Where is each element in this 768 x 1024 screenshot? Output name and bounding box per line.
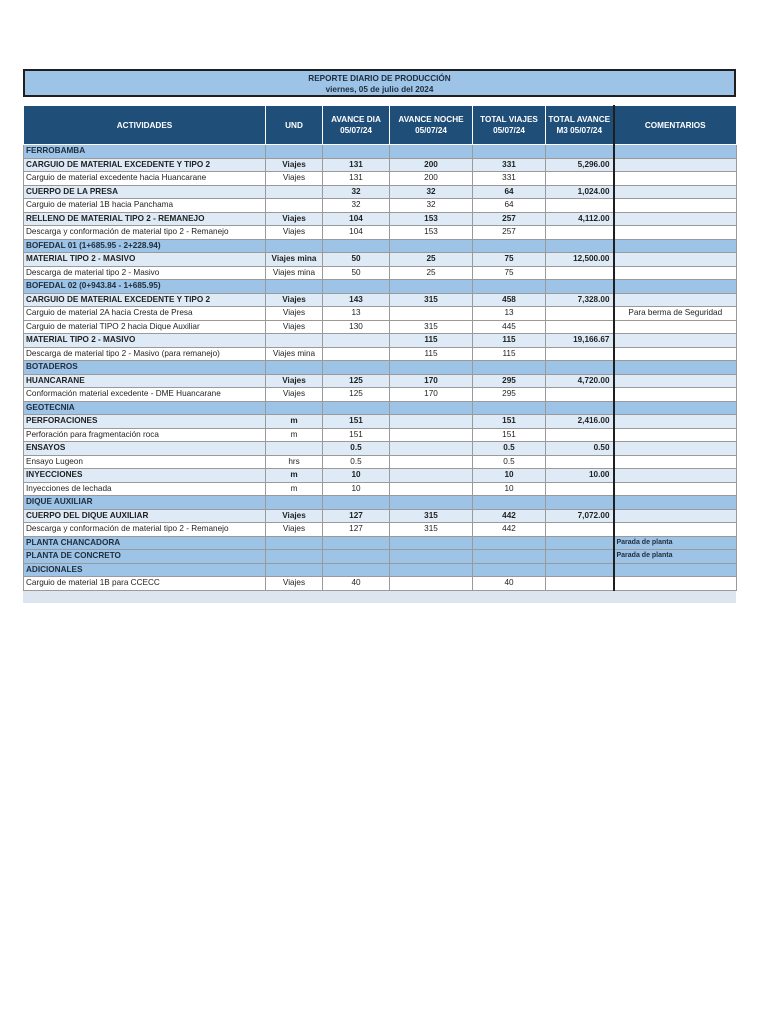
cell-actividad: ADICIONALES (24, 563, 266, 577)
section-row (24, 239, 737, 253)
section-row (24, 496, 737, 510)
cell-avance-dia (323, 280, 390, 294)
table-footer-band (23, 591, 736, 603)
cell-avance-noche (390, 428, 473, 442)
cell-actividad: MATERIAL TIPO 2 - MASIVO (24, 253, 266, 267)
cell-avance-noche: 200 (390, 172, 473, 186)
table-row (24, 388, 737, 402)
cell-comentario (614, 442, 737, 456)
cell-total-avance-m3 (546, 199, 614, 213)
cell-actividad: Perforación para fragmentación roca (24, 428, 266, 442)
cell-avance-noche (390, 496, 473, 510)
cell-total-viajes: 0.5 (473, 455, 546, 469)
cell-avance-noche: 115 (390, 347, 473, 361)
cell-total-avance-m3 (546, 455, 614, 469)
cell-avance-noche (390, 361, 473, 375)
production-report (23, 69, 736, 603)
cell-avance-dia: 104 (323, 212, 390, 226)
cell-und (266, 536, 323, 550)
cell-und (266, 185, 323, 199)
cell-actividad: Descarga y conformación de material tipo 2 - Remanejo (24, 226, 266, 240)
cell-comentario (614, 509, 737, 523)
cell-total-viajes: 40 (473, 577, 546, 591)
cell-avance-noche: 32 (390, 199, 473, 213)
cell-avance-noche (390, 145, 473, 159)
cell-avance-dia (323, 563, 390, 577)
report-title-box (23, 69, 736, 97)
cell-comentario (614, 415, 737, 429)
cell-avance-dia: 125 (323, 388, 390, 402)
table-row (24, 266, 737, 280)
cell-total-viajes (473, 239, 546, 253)
cell-und (266, 442, 323, 456)
cell-total-viajes: 0.5 (473, 442, 546, 456)
cell-avance-dia: 32 (323, 185, 390, 199)
cell-total-avance-m3: 19,166.67 (546, 334, 614, 348)
cell-total-viajes: 115 (473, 334, 546, 348)
cell-avance-dia (323, 496, 390, 510)
cell-total-viajes (473, 361, 546, 375)
cell-total-avance-m3 (546, 401, 614, 415)
cell-avance-dia (323, 145, 390, 159)
cell-comentario (614, 563, 737, 577)
summary-row (24, 212, 737, 226)
cell-avance-dia: 0.5 (323, 442, 390, 456)
cell-total-avance-m3 (546, 226, 614, 240)
cell-comentario (614, 428, 737, 442)
cell-avance-noche: 315 (390, 293, 473, 307)
cell-total-viajes: 257 (473, 226, 546, 240)
cell-total-avance-m3: 4,112.00 (546, 212, 614, 226)
cell-actividad: Descarga de material tipo 2 - Masivo (24, 266, 266, 280)
cell-total-avance-m3: 4,720.00 (546, 374, 614, 388)
cell-comentario (614, 482, 737, 496)
cell-avance-dia (323, 334, 390, 348)
cell-avance-noche: 170 (390, 374, 473, 388)
summary-row (24, 253, 737, 267)
cell-avance-dia (323, 361, 390, 375)
section-row (24, 563, 737, 577)
cell-total-viajes: 331 (473, 172, 546, 186)
cell-total-viajes: 295 (473, 374, 546, 388)
cell-comentario: Para berma de Seguridad (614, 307, 737, 321)
cell-total-avance-m3: 7,072.00 (546, 509, 614, 523)
cell-avance-dia: 131 (323, 158, 390, 172)
cell-avance-noche (390, 536, 473, 550)
cell-und (266, 550, 323, 564)
summary-row (24, 415, 737, 429)
cell-avance-noche (390, 280, 473, 294)
cell-total-viajes: 10 (473, 469, 546, 483)
cell-comentario (614, 320, 737, 334)
cell-actividad: CARGUIO DE MATERIAL EXCEDENTE Y TIPO 2 (24, 293, 266, 307)
cell-actividad: CARGUIO DE MATERIAL EXCEDENTE Y TIPO 2 (24, 158, 266, 172)
cell-und: Viajes (266, 212, 323, 226)
cell-avance-noche: 315 (390, 320, 473, 334)
cell-avance-dia: 50 (323, 266, 390, 280)
cell-comentario: Parada de planta (614, 536, 737, 550)
cell-total-viajes: 10 (473, 482, 546, 496)
cell-total-viajes: 13 (473, 307, 546, 321)
cell-total-viajes: 64 (473, 185, 546, 199)
cell-actividad: PLANTA DE CONCRETO (24, 550, 266, 564)
cell-actividad: FERROBAMBA (24, 145, 266, 159)
cell-und: Viajes (266, 172, 323, 186)
cell-actividad: Carguio de material 1B para CCECC (24, 577, 266, 591)
cell-und (266, 199, 323, 213)
cell-comentario (614, 577, 737, 591)
summary-row (24, 158, 737, 172)
cell-avance-dia (323, 550, 390, 564)
production-table (23, 105, 737, 591)
report-date: viernes, 05 de julio del 2024 (325, 85, 434, 94)
cell-und (266, 401, 323, 415)
cell-total-avance-m3: 2,416.00 (546, 415, 614, 429)
section-row (24, 536, 737, 550)
report-title: REPORTE DIARIO DE PRODUCCIÓN (308, 74, 451, 83)
cell-und: Viajes mina (266, 266, 323, 280)
cell-total-viajes: 151 (473, 415, 546, 429)
cell-actividad: PERFORACIONES (24, 415, 266, 429)
cell-actividad: CUERPO DEL DIQUE AUXILIAR (24, 509, 266, 523)
cell-actividad: Carguio de material 1B hacia Panchama (24, 199, 266, 213)
header-avance-dia: AVANCE DIA 05/07/24 (323, 106, 390, 145)
cell-avance-noche: 25 (390, 253, 473, 267)
cell-und (266, 361, 323, 375)
header-total-avance-m3: TOTAL AVANCE M3 05/07/24 (546, 106, 614, 145)
table-row (24, 482, 737, 496)
cell-und: Viajes (266, 374, 323, 388)
cell-avance-dia: 0.5 (323, 455, 390, 469)
cell-total-viajes: 295 (473, 388, 546, 402)
cell-avance-noche (390, 482, 473, 496)
cell-avance-noche (390, 563, 473, 577)
cell-total-avance-m3 (546, 388, 614, 402)
summary-row (24, 334, 737, 348)
cell-avance-dia: 40 (323, 577, 390, 591)
cell-total-viajes: 75 (473, 266, 546, 280)
cell-total-avance-m3 (546, 280, 614, 294)
cell-avance-noche: 315 (390, 523, 473, 537)
cell-avance-noche: 153 (390, 212, 473, 226)
summary-row (24, 374, 737, 388)
cell-total-viajes (473, 536, 546, 550)
cell-avance-dia: 104 (323, 226, 390, 240)
cell-avance-dia: 10 (323, 482, 390, 496)
cell-avance-noche (390, 469, 473, 483)
cell-actividad: BOFEDAL 02 (0+943.84 - 1+685.95) (24, 280, 266, 294)
section-row (24, 550, 737, 564)
cell-und: m (266, 428, 323, 442)
cell-avance-dia (323, 347, 390, 361)
cell-actividad: ENSAYOS (24, 442, 266, 456)
cell-avance-noche (390, 455, 473, 469)
cell-avance-dia: 151 (323, 428, 390, 442)
table-row (24, 320, 737, 334)
cell-avance-noche (390, 307, 473, 321)
cell-total-viajes (473, 401, 546, 415)
cell-und: Viajes (266, 523, 323, 537)
cell-actividad: MATERIAL TIPO 2 - MASIVO (24, 334, 266, 348)
cell-avance-dia: 130 (323, 320, 390, 334)
cell-und: Viajes (266, 293, 323, 307)
cell-avance-noche: 25 (390, 266, 473, 280)
cell-total-viajes: 64 (473, 199, 546, 213)
table-row (24, 199, 737, 213)
cell-total-avance-m3 (546, 347, 614, 361)
table-header-row (24, 106, 737, 145)
cell-actividad: CUERPO DE LA PRESA (24, 185, 266, 199)
cell-total-viajes: 442 (473, 523, 546, 537)
cell-avance-dia: 127 (323, 523, 390, 537)
table-body (24, 145, 737, 591)
cell-total-viajes (473, 145, 546, 159)
cell-avance-noche (390, 401, 473, 415)
table-row (24, 307, 737, 321)
cell-comentario (614, 469, 737, 483)
cell-und (266, 145, 323, 159)
cell-total-avance-m3 (546, 563, 614, 577)
cell-comentario (614, 401, 737, 415)
cell-und: Viajes mina (266, 253, 323, 267)
cell-avance-dia: 131 (323, 172, 390, 186)
cell-actividad: RELLENO DE MATERIAL TIPO 2 - REMANEJO (24, 212, 266, 226)
summary-row (24, 442, 737, 456)
cell-und (266, 239, 323, 253)
cell-und: Viajes (266, 388, 323, 402)
cell-actividad: Ensayo Lugeon (24, 455, 266, 469)
cell-total-avance-m3 (546, 172, 614, 186)
summary-row (24, 185, 737, 199)
cell-und: m (266, 482, 323, 496)
cell-total-avance-m3 (546, 550, 614, 564)
cell-actividad: Descarga y conformación de material tipo 2 - Remanejo (24, 523, 266, 537)
cell-total-avance-m3 (546, 577, 614, 591)
cell-total-viajes (473, 280, 546, 294)
table-row (24, 347, 737, 361)
cell-comentario (614, 199, 737, 213)
cell-comentario (614, 361, 737, 375)
cell-total-viajes (473, 550, 546, 564)
cell-und: Viajes (266, 226, 323, 240)
cell-total-viajes: 115 (473, 347, 546, 361)
cell-comentario (614, 347, 737, 361)
cell-total-avance-m3: 12,500.00 (546, 253, 614, 267)
cell-comentario (614, 185, 737, 199)
cell-actividad: DIQUE AUXILIAR (24, 496, 266, 510)
cell-und: Viajes (266, 158, 323, 172)
cell-avance-dia: 143 (323, 293, 390, 307)
cell-und: Viajes (266, 509, 323, 523)
cell-total-avance-m3 (546, 523, 614, 537)
cell-avance-noche: 170 (390, 388, 473, 402)
cell-total-viajes: 331 (473, 158, 546, 172)
cell-comentario (614, 145, 737, 159)
cell-comentario (614, 334, 737, 348)
summary-row (24, 293, 737, 307)
cell-avance-dia: 127 (323, 509, 390, 523)
cell-total-avance-m3: 10.00 (546, 469, 614, 483)
cell-und: Viajes (266, 577, 323, 591)
cell-total-viajes: 445 (473, 320, 546, 334)
cell-und (266, 496, 323, 510)
cell-actividad: PLANTA CHANCADORA (24, 536, 266, 550)
cell-avance-noche (390, 239, 473, 253)
cell-avance-noche: 115 (390, 334, 473, 348)
cell-comentario (614, 374, 737, 388)
cell-und: hrs (266, 455, 323, 469)
section-row (24, 401, 737, 415)
cell-comentario (614, 388, 737, 402)
cell-avance-dia: 32 (323, 199, 390, 213)
cell-total-avance-m3 (546, 428, 614, 442)
cell-actividad: INYECCIONES (24, 469, 266, 483)
section-row (24, 280, 737, 294)
cell-actividad: Carguio de material 2A hacia Cresta de Presa (24, 307, 266, 321)
table-row (24, 226, 737, 240)
cell-actividad: Descarga de material tipo 2 - Masivo (para remanejo) (24, 347, 266, 361)
cell-avance-dia: 125 (323, 374, 390, 388)
cell-total-avance-m3 (546, 307, 614, 321)
cell-avance-noche (390, 442, 473, 456)
cell-total-viajes: 257 (473, 212, 546, 226)
cell-und: m (266, 469, 323, 483)
cell-total-avance-m3 (546, 361, 614, 375)
cell-avance-noche (390, 550, 473, 564)
cell-actividad: BOTADEROS (24, 361, 266, 375)
cell-total-avance-m3: 7,328.00 (546, 293, 614, 307)
cell-avance-dia (323, 401, 390, 415)
cell-und (266, 334, 323, 348)
cell-actividad: Carguio de material TIPO 2 hacia Dique Auxiliar (24, 320, 266, 334)
cell-comentario (614, 239, 737, 253)
cell-avance-noche: 32 (390, 185, 473, 199)
section-row (24, 361, 737, 375)
cell-comentario (614, 455, 737, 469)
header-avance-noche: AVANCE NOCHE 05/07/24 (390, 106, 473, 145)
header-comentarios: COMENTARIOS (614, 106, 737, 145)
table-row (24, 172, 737, 186)
cell-und: Viajes (266, 307, 323, 321)
cell-comentario (614, 172, 737, 186)
cell-comentario (614, 266, 737, 280)
cell-avance-dia: 50 (323, 253, 390, 267)
cell-total-avance-m3: 5,296.00 (546, 158, 614, 172)
cell-comentario (614, 158, 737, 172)
cell-comentario (614, 226, 737, 240)
cell-avance-dia: 13 (323, 307, 390, 321)
header-actividades: ACTIVIDADES (24, 106, 266, 145)
cell-avance-noche: 200 (390, 158, 473, 172)
cell-avance-noche (390, 577, 473, 591)
cell-avance-noche (390, 415, 473, 429)
cell-total-avance-m3 (546, 320, 614, 334)
cell-und (266, 280, 323, 294)
cell-actividad: Conformación material excedente - DME Huancarane (24, 388, 266, 402)
summary-row (24, 469, 737, 483)
cell-total-avance-m3 (546, 145, 614, 159)
cell-total-viajes (473, 496, 546, 510)
cell-actividad: GEOTECNIA (24, 401, 266, 415)
cell-total-avance-m3 (546, 536, 614, 550)
cell-comentario (614, 280, 737, 294)
table-row (24, 455, 737, 469)
cell-comentario (614, 496, 737, 510)
cell-total-avance-m3 (546, 239, 614, 253)
cell-total-viajes: 151 (473, 428, 546, 442)
cell-actividad: HUANCARANE (24, 374, 266, 388)
cell-total-viajes: 75 (473, 253, 546, 267)
cell-und: m (266, 415, 323, 429)
cell-total-avance-m3: 0.50 (546, 442, 614, 456)
cell-comentario (614, 212, 737, 226)
cell-avance-dia (323, 536, 390, 550)
cell-comentario (614, 253, 737, 267)
cell-avance-noche: 153 (390, 226, 473, 240)
cell-und (266, 563, 323, 577)
cell-total-viajes (473, 563, 546, 577)
header-total-viajes: TOTAL VIAJES 05/07/24 (473, 106, 546, 145)
cell-avance-noche: 315 (390, 509, 473, 523)
table-row (24, 428, 737, 442)
section-row (24, 145, 737, 159)
summary-row (24, 509, 737, 523)
cell-total-avance-m3 (546, 482, 614, 496)
cell-total-viajes: 442 (473, 509, 546, 523)
cell-avance-dia (323, 239, 390, 253)
cell-total-avance-m3 (546, 496, 614, 510)
table-row (24, 577, 737, 591)
table-row (24, 523, 737, 537)
cell-und: Viajes (266, 320, 323, 334)
cell-total-viajes: 458 (473, 293, 546, 307)
cell-actividad: Carguio de material excedente hacia Huancarane (24, 172, 266, 186)
cell-und: Viajes mina (266, 347, 323, 361)
cell-comentario (614, 523, 737, 537)
cell-comentario (614, 293, 737, 307)
header-und: UND (266, 106, 323, 145)
cell-total-avance-m3 (546, 266, 614, 280)
cell-actividad: BOFEDAL 01 (1+685.95 - 2+228.94) (24, 239, 266, 253)
cell-avance-dia: 151 (323, 415, 390, 429)
cell-total-avance-m3: 1,024.00 (546, 185, 614, 199)
cell-actividad: Inyecciones de lechada (24, 482, 266, 496)
cell-avance-dia: 10 (323, 469, 390, 483)
cell-comentario: Parada de planta (614, 550, 737, 564)
